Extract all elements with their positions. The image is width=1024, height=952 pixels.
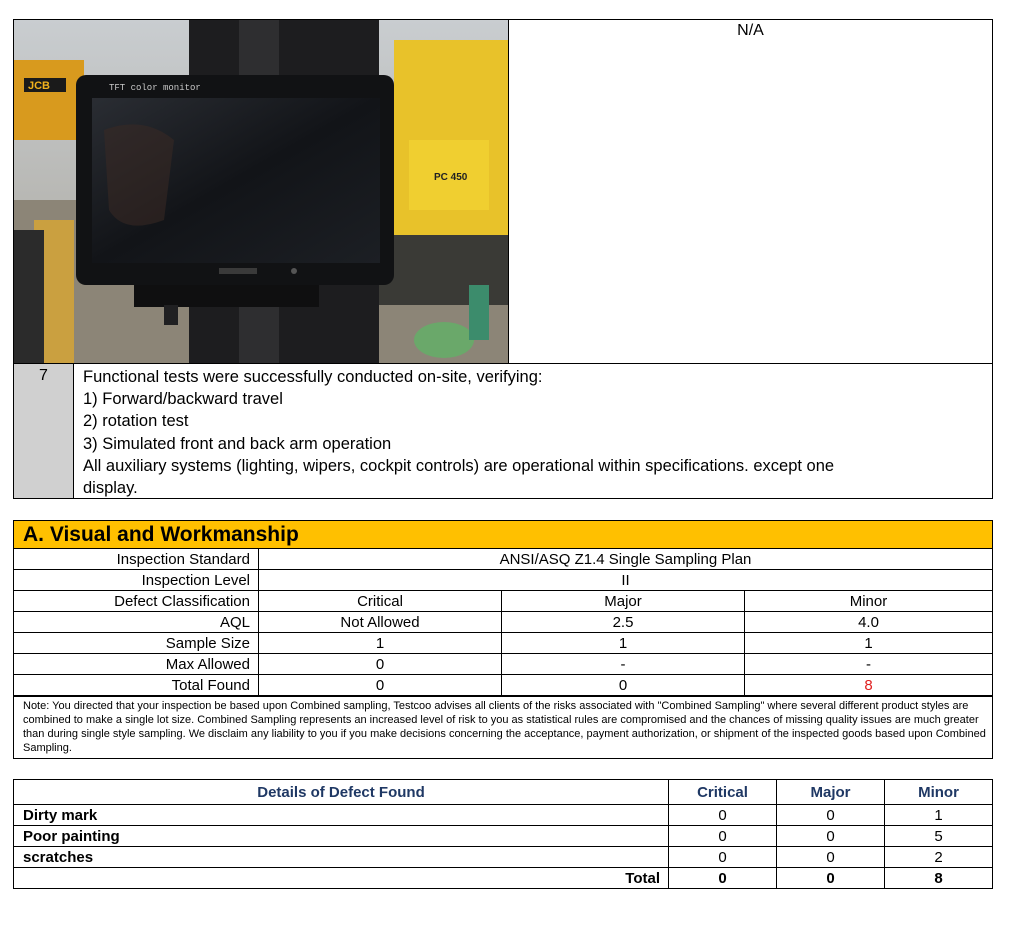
table-cell: 0: [777, 826, 885, 847]
monitor-label: TFT color monitor: [109, 83, 201, 93]
total-row: [14, 868, 993, 889]
excavator-monitor-photo: [14, 20, 509, 363]
table-row: [14, 826, 993, 847]
inspection-photo: [14, 20, 509, 363]
description-line: 3) Simulated front and back arm operation: [83, 434, 392, 453]
defect-name: Poor painting: [14, 826, 669, 847]
item-7-description: [74, 364, 992, 498]
table-header-row: [14, 780, 993, 805]
item-7-row: [13, 364, 993, 499]
table-cell: 1: [259, 633, 502, 654]
total-critical: 0: [669, 868, 777, 889]
description-line: display.: [83, 479, 138, 498]
photo-table: [13, 19, 993, 364]
table-cell: 4.0: [745, 612, 993, 633]
row-label: Sample Size: [14, 633, 259, 654]
row-label: Inspection Standard: [14, 549, 259, 570]
table-row: [14, 570, 992, 591]
table-cell: 0: [502, 675, 745, 696]
class-minor: Minor: [745, 591, 993, 612]
jcb-logo: JCB: [28, 80, 51, 92]
table-cell: -: [745, 654, 993, 675]
table-cell: 1: [885, 805, 993, 826]
item-number: 7: [14, 364, 74, 498]
na-cell: N/A: [737, 22, 764, 39]
minor-total-found: 8: [745, 675, 993, 696]
total-label: Total: [14, 868, 669, 889]
defect-name: scratches: [14, 847, 669, 868]
table-row: [14, 847, 993, 868]
table-row: [14, 633, 992, 654]
description-line: 2) rotation test: [83, 412, 189, 431]
table-cell: 1: [502, 633, 745, 654]
description-line: Functional tests were successfully conducted on-site, verifying:: [83, 368, 543, 386]
table-cell: 0: [669, 805, 777, 826]
column-header-critical: Critical: [669, 780, 777, 805]
table-cell: 2: [885, 847, 993, 868]
table-cell: 0: [669, 826, 777, 847]
row-label: Max Allowed: [14, 654, 259, 675]
column-header-minor: Minor: [885, 780, 993, 805]
table-row: [14, 805, 993, 826]
table-cell: 1: [745, 633, 993, 654]
class-major: Major: [502, 591, 745, 612]
description-line: 1) Forward/backward travel: [83, 390, 283, 409]
table-cell: 0: [259, 654, 502, 675]
combined-sampling-note: Note: You directed that your inspection be based upon Combined sampling, Testcoo advises all clients of the risks associated with "Combined Sampling" where several different product styles are combined to make a single lot size. Combined Sampling represents an increased level of risk to you as statistical rules are compromised and the chances of missing quality issues are much greater than during single style sampling. We disclaim any liability to you if you make decisions concerning the acceptance, payment authorization, or shipment of the inspected goods based upon Combined Sampling.: [14, 696, 992, 758]
table-cell: Not Allowed: [259, 612, 502, 633]
table-row: [14, 612, 992, 633]
table-cell: 2.5: [502, 612, 745, 633]
defect-details-table: [13, 779, 993, 889]
description-line: All auxiliary systems (lighting, wipers, cockpit controls) are operational within specifications. except one: [83, 456, 835, 475]
row-label: Inspection Level: [14, 570, 259, 591]
table-row: [14, 591, 992, 612]
table-cell: -: [502, 654, 745, 675]
total-minor: 8: [885, 868, 993, 889]
column-header-major: Major: [777, 780, 885, 805]
inspection-level-value: II: [259, 570, 993, 591]
inspection-standard-value: ANSI/ASQ Z1.4 Single Sampling Plan: [259, 549, 993, 570]
table-cell: 0: [777, 805, 885, 826]
table-cell: 0: [259, 675, 502, 696]
aql-table: [14, 549, 992, 696]
table-cell: 0: [777, 847, 885, 868]
total-major: 0: [777, 868, 885, 889]
defect-header: Details of Defect Found: [14, 780, 669, 805]
table-cell: 5: [885, 826, 993, 847]
section-heading: A. Visual and Workmanship: [14, 521, 992, 549]
class-critical: Critical: [259, 591, 502, 612]
visual-workmanship-section: [13, 520, 993, 759]
model-label: PC 450: [434, 172, 468, 183]
table-row: [14, 654, 992, 675]
row-label: Total Found: [14, 675, 259, 696]
table-row: [14, 549, 992, 570]
table-row: [14, 675, 992, 696]
table-cell: 0: [669, 847, 777, 868]
row-label: AQL: [14, 612, 259, 633]
defect-name: Dirty mark: [14, 805, 669, 826]
row-label: Defect Classification: [14, 591, 259, 612]
